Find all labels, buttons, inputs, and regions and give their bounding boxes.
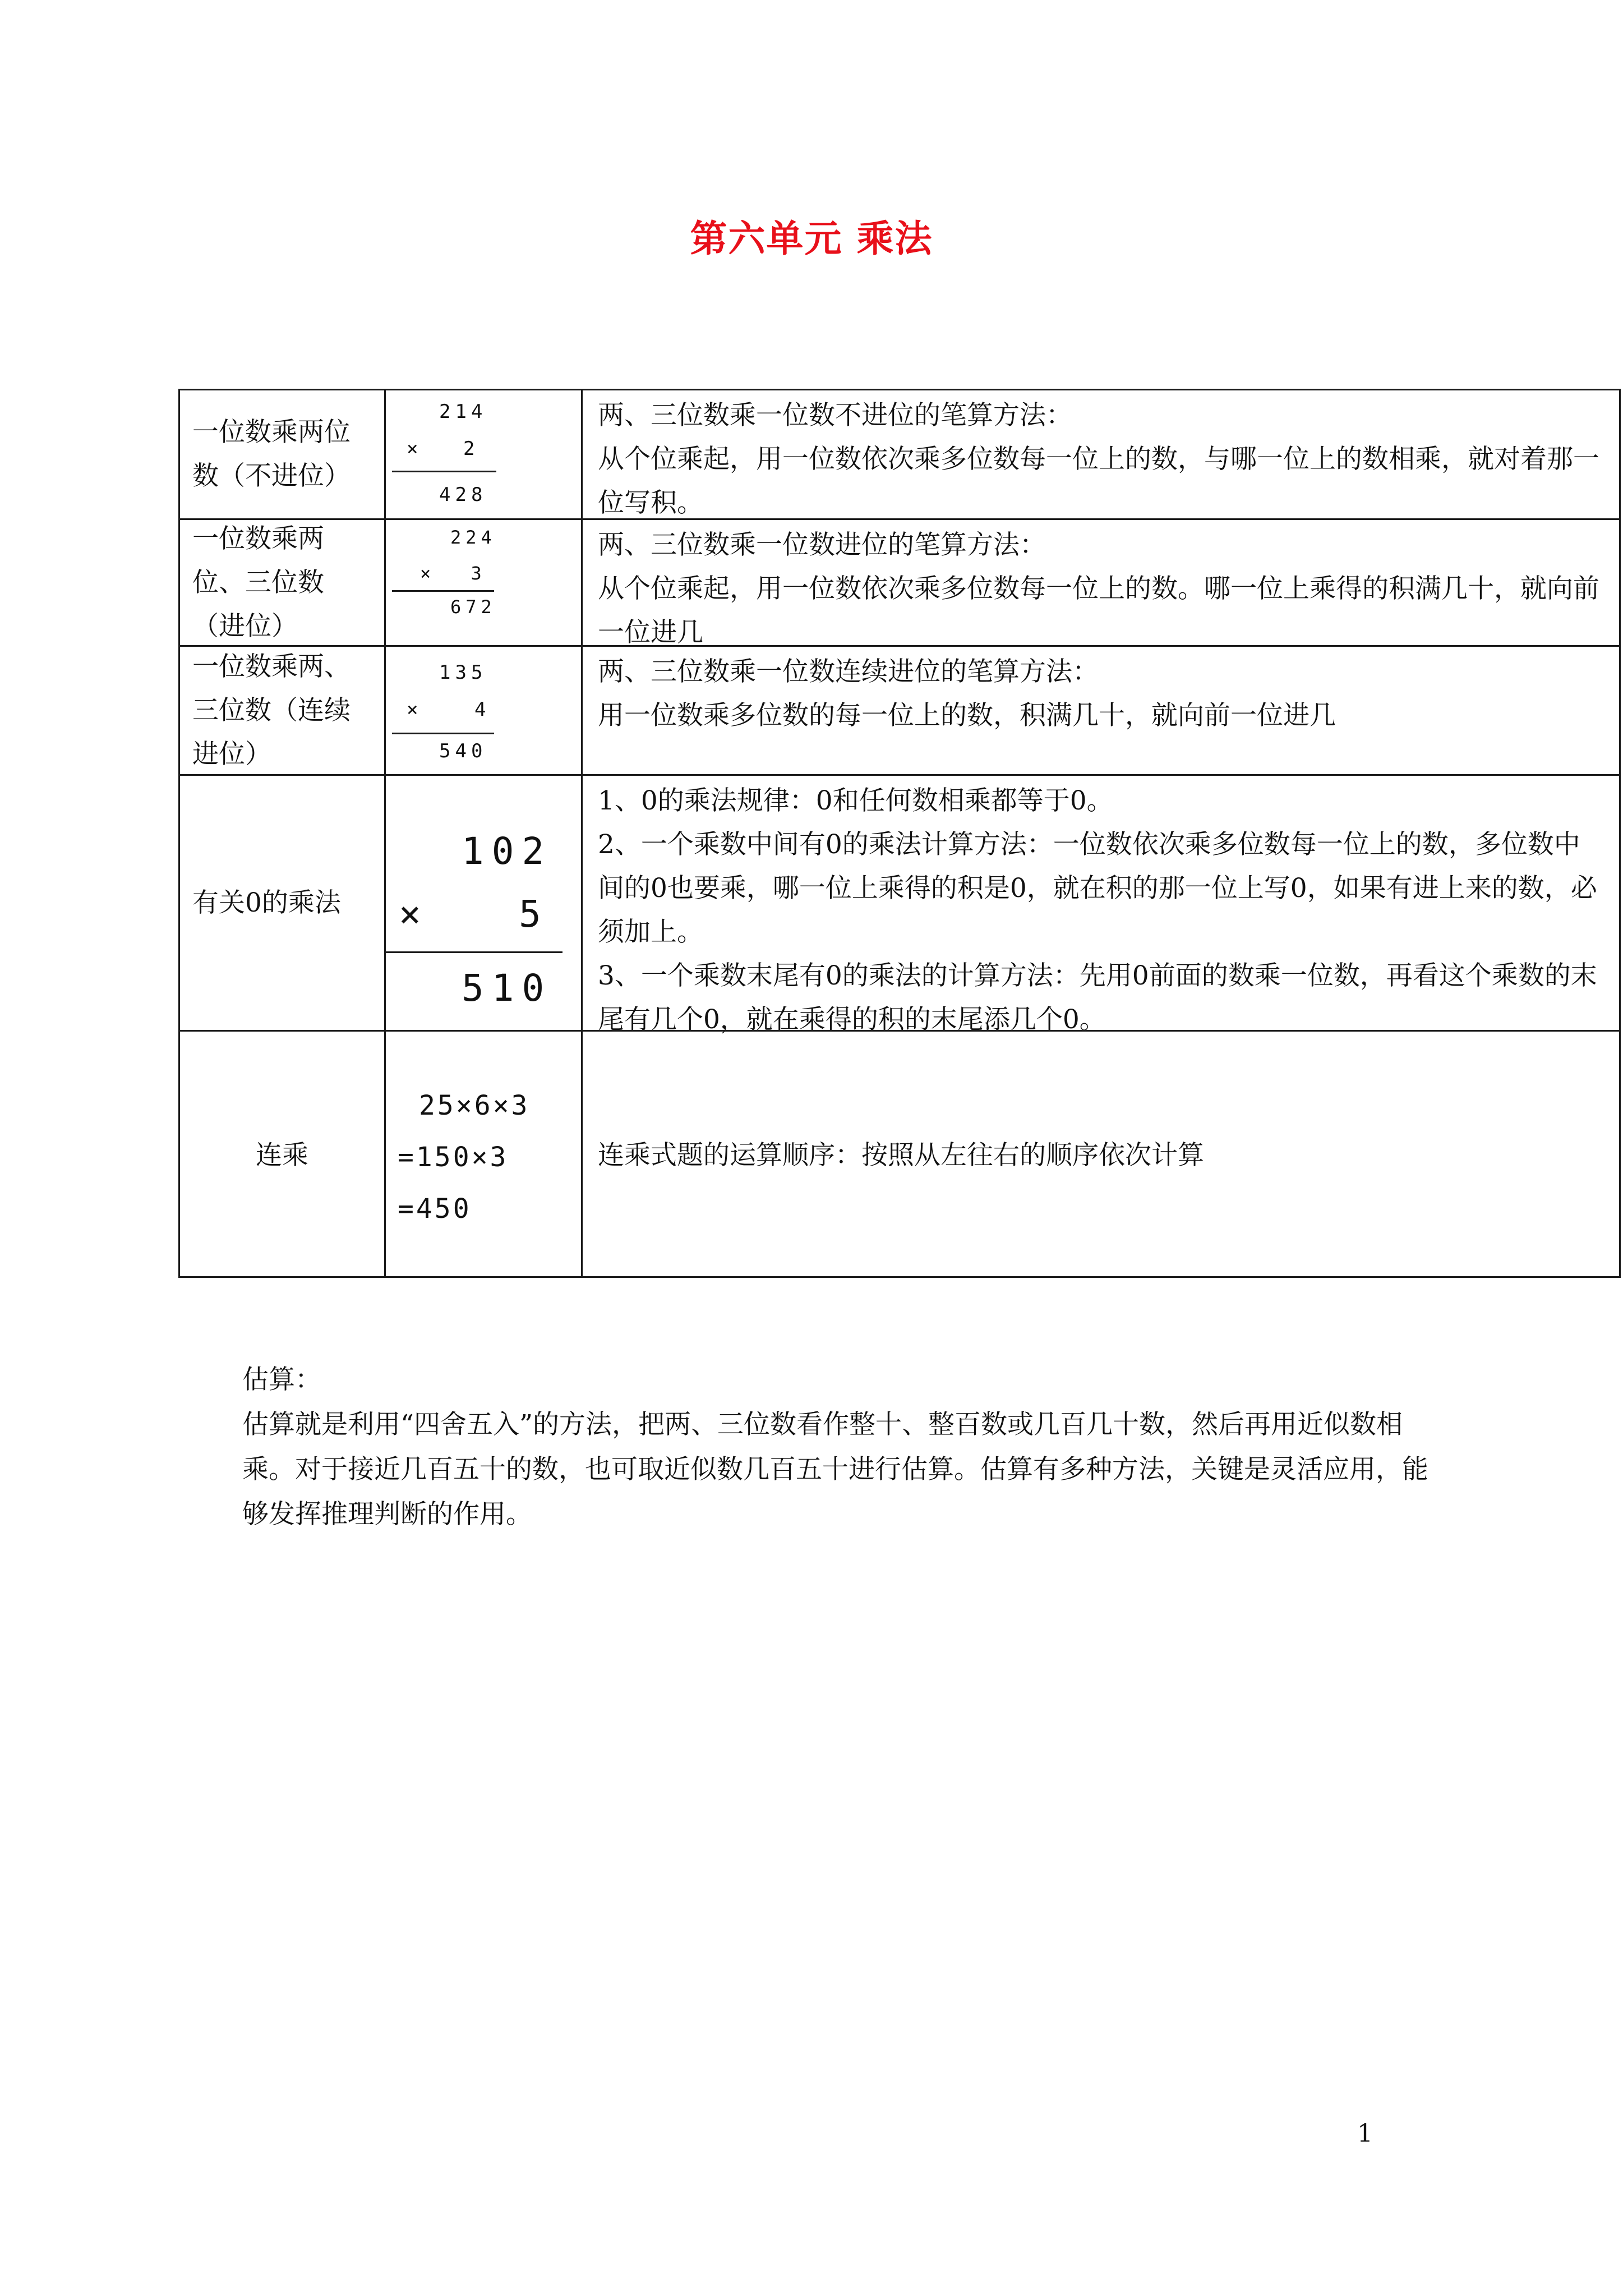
page-number: 1 (1357, 2119, 1373, 2148)
table-row (180, 390, 1619, 518)
method-description (581, 776, 1619, 1035)
estimation-heading: 估算： (242, 1364, 321, 1395)
product: 672 (450, 596, 496, 618)
multiply-sign: × (399, 892, 421, 936)
method-text: 两、三位数乘一位数连续进位的笔算方法： 用一位数乘多位数的每一位上的数，积满几十，就向前一位进几 (598, 656, 1336, 731)
vertical-calculation (384, 390, 581, 518)
method-description (581, 647, 1619, 774)
method-text: 1、0的乘法规律：0和任何数相乘都等于0。 2、一个乘数中间有0的乘法计算方法：一位数依次乘多位数每一位上的数，多位数中间的0也要乘，哪一位上乘得的积是0，就在积的那一位上写0，如果有进上来的数，必须加上。 3、一个乘数末尾有0的乘法的计算方法：先用0前面的数乘一位数，再看这个乘数的末尾有几个0，就在乘得的积的末尾添几个0。 (598, 785, 1597, 1035)
calculation-line (392, 590, 494, 592)
calc-line-1: 25×6×3 (419, 1090, 530, 1121)
calculation-line (392, 733, 494, 734)
method-description (581, 520, 1619, 648)
calculation-line (384, 951, 562, 953)
chain-calculation (384, 1032, 581, 1280)
vertical-calculation (384, 520, 581, 645)
table-row (180, 774, 1619, 1035)
multiplicand: 102 (462, 830, 552, 873)
product: 540 (439, 740, 487, 762)
page-title: 第六单元 乘法 (690, 217, 933, 260)
calc-line-3: =450 (398, 1193, 472, 1225)
calc-line-2: =150×3 (398, 1142, 509, 1173)
calculation-line (392, 471, 496, 472)
multiplier: × 3 (420, 563, 496, 584)
table-row (180, 645, 1619, 774)
product: 428 (439, 484, 487, 506)
multiplier: 5 (519, 892, 541, 936)
topic-cell: 连乘 (256, 1140, 308, 1171)
multiplicand: 135 (439, 661, 487, 684)
topic-cell: 有关0的乘法 (192, 887, 341, 918)
multiplicand: 224 (450, 527, 496, 548)
method-text: 两、三位数乘一位数进位的笔算方法： 从个位乘起，用一位数依次乘多位数每一位上的数。哪一位上乘得的积满几十，就向前一位进几 (598, 530, 1599, 648)
table-row (180, 518, 1619, 648)
estimation-body: 估算就是利用“四舍五入”的方法，把两、三位数看作整十、整百数或几百几十数，然后再用近似数相乘。对于接近几百五十的数，也可取近似数几百五十进行估算。估算有多种方法，关键是灵活应用，能够发挥推理判断的作用。 (242, 1409, 1428, 1530)
estimation-section (242, 1358, 1442, 1537)
method-text: 连乘式题的运算顺序：按照从左往右的顺序依次计算 (598, 1140, 1204, 1171)
multiplier: × 4 (407, 698, 509, 721)
method-text: 两、三位数乘一位数不进位的笔算方法： 从个位乘起，用一位数依次乘多位数每一位上的数，与哪一位上的数相乘，就对着那一位写积。 (598, 400, 1599, 518)
summary-table (178, 389, 1621, 1278)
topic-cell: 一位数乘两位、三位数（进位） (192, 523, 324, 642)
multiplier: × 2 (407, 438, 492, 460)
multiplicand: 214 (439, 401, 487, 423)
vertical-calculation (384, 647, 581, 774)
topic-cell: 一位数乘两、三位数（连续进位） (192, 651, 351, 770)
method-description (581, 1032, 1619, 1280)
method-description (581, 390, 1619, 518)
vertical-calculation (384, 776, 581, 1030)
table-row (180, 1030, 1619, 1280)
product: 510 (462, 967, 552, 1010)
topic-cell: 一位数乘两位数（不进位） (192, 417, 351, 491)
